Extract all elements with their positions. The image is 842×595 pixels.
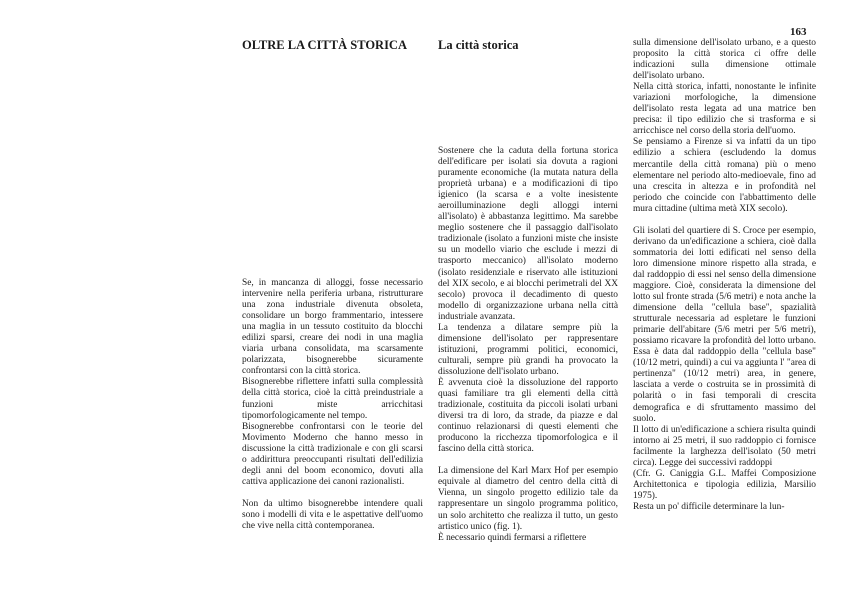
paragraph: La tendenza a dilatare sempre più la dimensione dell'isolato per rappresentare istituzioni, programmi politici, economici, culturali, sempre più grandi ha provocato la dissoluzione dell'isolato urbano. [438,322,618,377]
paragraph: Nella città storica, infatti, nonostante le infinite variazioni morfologiche, la dimensione dell'isolato resta legata ad una matrice ben precisa: il tipo edilizio che si trasforma e si arricchisce nel corso della storia dell'uomo. [633,82,816,137]
paragraph: È necessario quindi fermarsi a riflettere [438,532,587,543]
text-column-middle [438,146,618,544]
paragraph: Se, in mancanza di alloggi, fosse necessario intervenire nella periferia urbana, ristrutturare una zona industriale divenuta obsoleta, consolidare un borgo frammentario, intessere una maglia in un tessuto costituito da blocchi edilizi sparsi, creare dei nodi in una maglia viaria urbana consolidata, ma scarsamente polarizzata, bisognerebbe sicuramente confrontarsi con la città storica. [242,278,423,377]
paragraph: Se pensiamo a Firenze si va infatti da un tipo edilizio a schiera (escludendo la domus mercantile della città romana) più o meno elementare nel periodo alto-medioevale, fino ad una crescita in altezza e in profondità nel periodo che coincide con l'abbattimento delle mura cittadine (ultima metà XIX secolo). [633,137,816,214]
text-column-left [242,278,423,532]
paragraph: Non da ultimo bisognerebbe intendere quali sono i modelli di vita e le aspettative dell'uomo che vive nella città contemporanea. [242,498,423,531]
section-heading-middle: La città storica [438,38,519,52]
section-heading-left: OLTRE LA CITTÀ STORICA [242,38,407,52]
paragraph: Resta un po' difficile determinare la lun- [633,501,785,512]
paragraph: sulla dimensione dell'isolato urbano, e a questo proposito la città storica ci offre delle indicazioni sulla dimensione ottimale dell'isolato urbano. [633,38,816,82]
paragraph: Il lotto di un'edificazione a schiera risulta quindi intorno ai 25 metri, il suo raddoppio ci fornisce facilmente la larghezza dell'isolato (50 metri circa). Legge dei successivi raddoppi [633,424,816,468]
paragraph: Sostenere che la caduta della fortuna storica dell'edificare per isolati sia dovuta a ragioni puramente economiche (la mutata natura della proprietà urbana) e a modificazioni di tipo igienico (la scarsa e a volte inesistente aeroilluminazione degli alloggi interni all'isolato) è abbastanza legittimo. Ma sarebbe meglio sostenere che il passaggio dall'isolato tradizionale (isolato a funzioni miste che insiste su un modello viario che esclude i mezzi di trasporto meccanico) all'isolato moderno (isolato residenziale e riservato alle istituzioni del XIX secolo, e ai blocchi perimetrali del XX secolo) provoca il decadimento di questo modello di organizzazione urbana nella città industriale avanzata. [438,146,618,322]
paragraph: La dimensione del Karl Marx Hof per esempio equivale al diametro del centro della città di Vienna, un singolo progetto edilizio tale da rappresentare un singolo programma politico, un solo architetto che realizza il tutto, un gesto artistico unico (fig. 1). [438,466,618,532]
paragraph: È avvenuta cioè la dissoluzione del rapporto quasi familiare tra gli elementi della città tradizionale, costituita da piccoli isolati urbani diversi tra di loro, da strade, da piazze e dal continuo relazionarsi di questi elementi che producono la ricchezza tipomorfologica e il fascino della città storica. [438,377,618,455]
paragraph: Bisognerebbe confrontarsi con le teorie del Movimento Moderno che hanno messo in discussione la città tradizionale e con gli scarsi o addirittura preoccupanti risultati dell'edilizia degli anni del boom economico, dovuti alla cattiva applicazione dei canoni razionalisti. [242,421,423,487]
page-number: 163 [790,26,807,38]
paragraph: Gli isolati del quartiere di S. Croce per esempio, derivano da un'edificazione a schiera, cioè dalla sommatoria dei lotti edificati nel senso della loro dimensione minore rispetto alla strada, e dal raddoppio di essi nel senso della dimensione maggiore. Cioè, considerata la dimensione del lotto sul fronte strada (5/6 metri) e nota anche la dimensione della "cellula base", spazialità strutturale necessaria ad espletare le funzioni primarie dell'abitare (5/6 metri per 5/6 metri), possiamo ricavare la profondità del lotto urbano. Essa è data dal raddoppio della "cellula base" (10/12 metri, quindi) a cui va aggiunta l' "area di pertinenza" (10/12 metri) area, in genere, lasciata a verde o costruita se in prossimità di polarità o in fasi temporali di crescita demografica e di sfruttamento massimo del suolo. [633,225,816,424]
paragraph: (Cfr. G. Caniggia G.L. Maffei Composizione Architettonica e tipologia edilizia, Marsilio 1975). [633,468,816,501]
paragraph: Bisognerebbe riflettere infatti sulla complessità della città storica, cioè la città preindustriale a funzioni miste arricchitasi tipomorfologicamente nel tempo. [242,377,423,421]
text-column-right [633,38,816,513]
